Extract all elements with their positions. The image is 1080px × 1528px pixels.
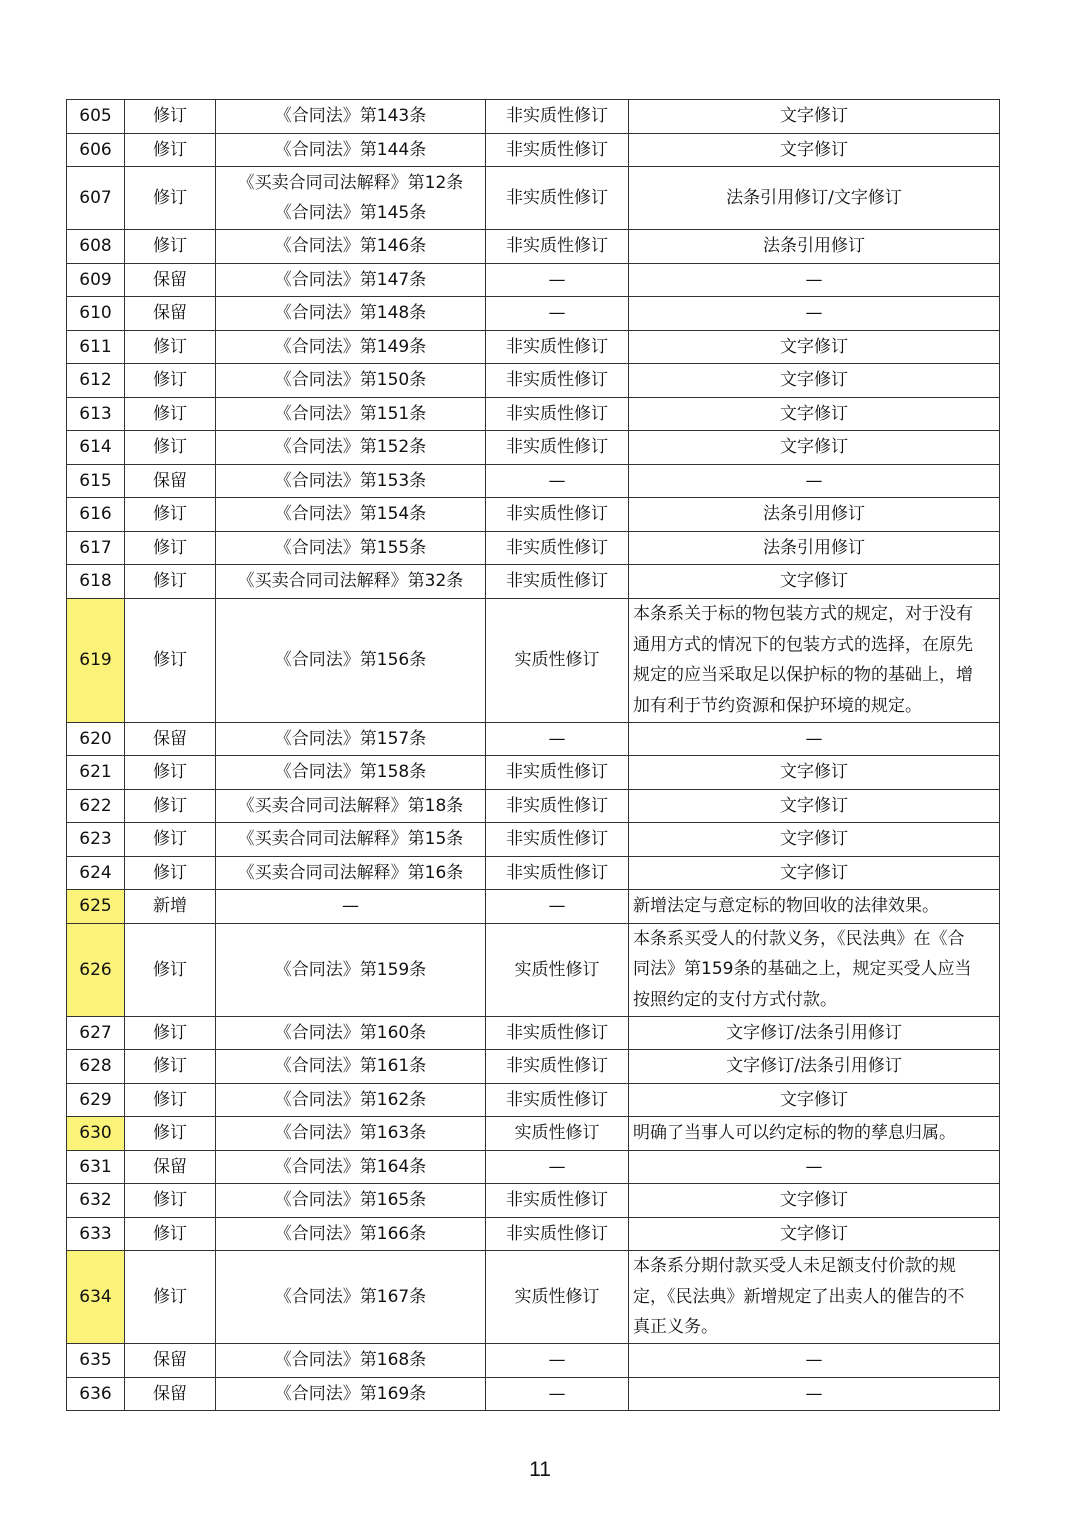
note-cell xyxy=(629,364,1000,398)
source-line: 《合同法》第146条 xyxy=(274,236,427,257)
source-cell xyxy=(216,1184,486,1218)
note-cell xyxy=(629,823,1000,857)
source-line: 《买卖合同司法解释》第18条 xyxy=(237,795,464,816)
note-line: 本条系关于标的物包装方式的规定，对于没有 xyxy=(633,604,973,624)
revision-type-cell: 非实质性修订 xyxy=(486,1184,629,1218)
source-cell xyxy=(216,722,486,756)
table-row xyxy=(67,722,1000,756)
article-number-cell: 623 xyxy=(67,823,125,857)
note-line: 同法》第159条的基础之上，规定买受人应当 xyxy=(633,959,972,980)
table-row xyxy=(67,1377,1000,1411)
article-number-cell: 628 xyxy=(67,1050,125,1084)
revision-type-cell: — xyxy=(486,1377,629,1411)
article-number-cell: 624 xyxy=(67,856,125,890)
source-cell xyxy=(216,330,486,364)
source-cell xyxy=(216,1016,486,1050)
action-cell: 保留 xyxy=(125,464,216,498)
note-cell xyxy=(629,856,1000,890)
action-cell: 修订 xyxy=(125,531,216,565)
note-line: 文字修订 xyxy=(780,829,848,850)
table-row xyxy=(67,297,1000,331)
revision-type-cell: 非实质性修订 xyxy=(486,1050,629,1084)
article-number-cell: 629 xyxy=(67,1083,125,1117)
note-line: 新增法定与意定标的物回收的法律效果。 xyxy=(633,896,939,916)
action-cell: 修订 xyxy=(125,923,216,1016)
source-cell xyxy=(216,565,486,599)
note-line: 本条系分期付款买受人未足额支付价款的规 xyxy=(633,1256,956,1277)
source-cell xyxy=(216,100,486,134)
article-number-cell: 606 xyxy=(67,133,125,167)
source-cell xyxy=(216,890,486,924)
action-cell: 修订 xyxy=(125,330,216,364)
revision-type-cell: — xyxy=(486,297,629,331)
source-line: 《合同法》第161条 xyxy=(274,1056,427,1077)
revision-type-cell: 非实质性修订 xyxy=(486,431,629,465)
note-line: 法条引用修订 xyxy=(763,236,865,257)
source-cell xyxy=(216,263,486,297)
revision-type-cell: 实质性修订 xyxy=(486,1251,629,1344)
note-cell xyxy=(629,1217,1000,1251)
article-number-cell: 618 xyxy=(67,565,125,599)
note-cell xyxy=(629,431,1000,465)
source-line: 《合同法》第150条 xyxy=(274,370,427,391)
source-cell xyxy=(216,856,486,890)
source-line: 《合同法》第169条 xyxy=(274,1383,427,1404)
source-line: 《买卖合同司法解释》第32条 xyxy=(237,571,464,592)
table-row xyxy=(67,756,1000,790)
source-line: 《合同法》第152条 xyxy=(274,437,427,458)
revision-type-cell: 非实质性修订 xyxy=(486,167,629,230)
note-line: 文字修订 xyxy=(780,437,848,458)
article-number-cell: 617 xyxy=(67,531,125,565)
revision-type-cell: 非实质性修订 xyxy=(486,133,629,167)
revision-type-cell: — xyxy=(486,464,629,498)
article-number-cell: 605 xyxy=(67,100,125,134)
note-line: 文字修订 xyxy=(780,403,848,424)
note-line: — xyxy=(805,728,823,749)
article-number-cell: 614 xyxy=(67,431,125,465)
action-cell: 修订 xyxy=(125,1217,216,1251)
article-number-cell: 607 xyxy=(67,167,125,230)
action-cell: 修订 xyxy=(125,364,216,398)
revision-type-cell: 非实质性修订 xyxy=(486,789,629,823)
table-row xyxy=(67,167,1000,230)
note-cell xyxy=(629,167,1000,230)
article-number-cell: 611 xyxy=(67,330,125,364)
note-cell xyxy=(629,531,1000,565)
action-cell: 保留 xyxy=(125,722,216,756)
article-number-cell: 615 xyxy=(67,464,125,498)
article-number-cell: 625 xyxy=(67,890,125,924)
source-line: — xyxy=(342,896,359,917)
page-number: 11 xyxy=(529,1458,551,1481)
note-cell xyxy=(629,756,1000,790)
note-line: — xyxy=(805,470,823,491)
source-line: 《合同法》第143条 xyxy=(274,106,427,127)
note-cell xyxy=(629,1050,1000,1084)
source-line: 《合同法》第149条 xyxy=(274,336,427,357)
revision-type-cell: 非实质性修订 xyxy=(486,397,629,431)
source-cell xyxy=(216,464,486,498)
revision-type-cell: 非实质性修订 xyxy=(486,1083,629,1117)
source-line: 《合同法》第154条 xyxy=(274,504,427,525)
note-line: 文字修订 xyxy=(780,795,848,816)
action-cell: 修订 xyxy=(125,1251,216,1344)
note-cell xyxy=(629,1251,1000,1344)
article-number-cell: 613 xyxy=(67,397,125,431)
source-cell xyxy=(216,1344,486,1378)
table-row xyxy=(67,1217,1000,1251)
revision-type-cell: 非实质性修订 xyxy=(486,823,629,857)
source-line: 《合同法》第147条 xyxy=(274,269,427,290)
action-cell: 保留 xyxy=(125,263,216,297)
action-cell: 保留 xyxy=(125,1377,216,1411)
revision-type-cell: — xyxy=(486,263,629,297)
source-line: 《合同法》第159条 xyxy=(274,959,427,980)
note-cell xyxy=(629,1150,1000,1184)
source-line: 《合同法》第157条 xyxy=(274,728,427,749)
article-number-cell: 627 xyxy=(67,1016,125,1050)
source-cell xyxy=(216,1150,486,1184)
revision-type-cell: 非实质性修订 xyxy=(486,756,629,790)
action-cell: 修订 xyxy=(125,167,216,230)
note-line: 定，《民法典》新增规定了出卖人的催告的不 xyxy=(633,1286,965,1307)
note-line: 加有利于节约资源和保护环境的规定。 xyxy=(633,695,922,716)
note-line: — xyxy=(805,303,823,324)
note-line: 文字修订 xyxy=(780,571,848,592)
note-cell xyxy=(629,133,1000,167)
table-row xyxy=(67,923,1000,1016)
note-cell xyxy=(629,498,1000,532)
table-row xyxy=(67,498,1000,532)
action-cell: 修订 xyxy=(125,100,216,134)
table-row xyxy=(67,789,1000,823)
table-row xyxy=(67,531,1000,565)
source-line: 《合同法》第151条 xyxy=(274,403,427,424)
source-cell xyxy=(216,1251,486,1344)
table-row xyxy=(67,431,1000,465)
source-cell xyxy=(216,1377,486,1411)
table-row xyxy=(67,823,1000,857)
table-row xyxy=(67,464,1000,498)
action-cell: 修订 xyxy=(125,133,216,167)
article-number-cell: 608 xyxy=(67,230,125,264)
revision-table xyxy=(66,99,1000,1411)
table-row xyxy=(67,100,1000,134)
action-cell: 修订 xyxy=(125,1016,216,1050)
revision-table-body xyxy=(67,100,1000,1411)
revision-type-cell: — xyxy=(486,722,629,756)
source-cell xyxy=(216,230,486,264)
note-cell xyxy=(629,598,1000,722)
source-cell xyxy=(216,923,486,1016)
action-cell: 修订 xyxy=(125,431,216,465)
table-row xyxy=(67,364,1000,398)
action-cell: 修订 xyxy=(125,756,216,790)
note-line: 文字修订 xyxy=(780,1223,848,1244)
article-number-cell: 632 xyxy=(67,1184,125,1218)
note-cell xyxy=(629,1344,1000,1378)
article-number-cell: 609 xyxy=(67,263,125,297)
source-line: 《合同法》第156条 xyxy=(274,650,427,670)
source-line: 《合同法》第144条 xyxy=(274,139,427,160)
source-line: 《合同法》第164条 xyxy=(274,1156,427,1177)
revision-type-cell: 实质性修订 xyxy=(486,1117,629,1151)
note-line: 法条引用修订/文字修订 xyxy=(726,188,902,208)
table-row xyxy=(67,1344,1000,1378)
revision-type-cell: — xyxy=(486,1150,629,1184)
note-cell xyxy=(629,923,1000,1016)
action-cell: 保留 xyxy=(125,1344,216,1378)
source-cell xyxy=(216,1083,486,1117)
table-row xyxy=(67,1117,1000,1151)
source-cell xyxy=(216,1117,486,1151)
note-cell xyxy=(629,1184,1000,1218)
note-line: 明确了当事人可以约定标的物的孳息归属。 xyxy=(633,1123,956,1143)
table-row xyxy=(67,230,1000,264)
note-line: — xyxy=(805,1156,823,1177)
source-cell xyxy=(216,823,486,857)
note-cell xyxy=(629,100,1000,134)
table-row xyxy=(67,263,1000,297)
source-line: 《合同法》第167条 xyxy=(274,1287,427,1307)
revision-type-cell: 实质性修订 xyxy=(486,923,629,1016)
note-line: 文字修订 xyxy=(780,106,848,127)
note-line: 文字修订/法条引用修订 xyxy=(726,1056,902,1077)
action-cell: 新增 xyxy=(125,890,216,924)
note-line: 法条引用修订 xyxy=(763,537,865,558)
revision-type-cell: 非实质性修订 xyxy=(486,565,629,599)
source-cell xyxy=(216,133,486,167)
note-cell xyxy=(629,565,1000,599)
action-cell: 保留 xyxy=(125,1150,216,1184)
source-line: 《买卖合同司法解释》第16条 xyxy=(237,862,464,883)
action-cell: 修订 xyxy=(125,1184,216,1218)
note-cell xyxy=(629,263,1000,297)
article-number-cell: 612 xyxy=(67,364,125,398)
note-line: 文字修订 xyxy=(780,762,848,783)
note-line: 法条引用修订 xyxy=(763,504,865,525)
article-number-cell: 630 xyxy=(67,1117,125,1151)
action-cell: 修订 xyxy=(125,789,216,823)
source-line: 《合同法》第148条 xyxy=(274,303,427,324)
source-line: 《合同法》第166条 xyxy=(274,1223,427,1244)
source-cell xyxy=(216,1050,486,1084)
source-line: 《合同法》第158条 xyxy=(274,762,427,783)
note-cell xyxy=(629,1117,1000,1151)
action-cell: 修订 xyxy=(125,1050,216,1084)
source-cell xyxy=(216,431,486,465)
action-cell: 修订 xyxy=(125,823,216,857)
table-row xyxy=(67,856,1000,890)
action-cell: 修订 xyxy=(125,397,216,431)
source-line: 《合同法》第165条 xyxy=(274,1190,427,1211)
source-cell xyxy=(216,756,486,790)
table-row xyxy=(67,1251,1000,1344)
note-cell xyxy=(629,230,1000,264)
note-line: — xyxy=(805,1383,823,1404)
source-line: 《合同法》第168条 xyxy=(274,1350,427,1371)
source-line: 《合同法》第162条 xyxy=(274,1089,427,1110)
note-cell xyxy=(629,1083,1000,1117)
revision-type-cell: 非实质性修订 xyxy=(486,330,629,364)
action-cell: 修订 xyxy=(125,498,216,532)
action-cell: 保留 xyxy=(125,297,216,331)
note-line: 按照约定的支付方式付款。 xyxy=(633,989,837,1010)
action-cell: 修订 xyxy=(125,856,216,890)
table-row xyxy=(67,397,1000,431)
revision-type-cell: 实质性修订 xyxy=(486,598,629,722)
revision-type-cell: 非实质性修订 xyxy=(486,498,629,532)
table-row xyxy=(67,890,1000,924)
table-row xyxy=(67,330,1000,364)
revision-type-cell: 非实质性修订 xyxy=(486,1016,629,1050)
note-line: 文字修订 xyxy=(780,1190,848,1211)
source-line: 《合同法》第153条 xyxy=(274,470,427,491)
revision-type-cell: — xyxy=(486,1344,629,1378)
action-cell: 修订 xyxy=(125,1117,216,1151)
table-row xyxy=(67,1050,1000,1084)
revision-type-cell: 非实质性修订 xyxy=(486,856,629,890)
table-row xyxy=(67,565,1000,599)
note-cell xyxy=(629,722,1000,756)
article-number-cell: 610 xyxy=(67,297,125,331)
note-line: 文字修订 xyxy=(780,1089,848,1110)
note-line: — xyxy=(805,269,823,290)
note-line: 文字修订 xyxy=(780,862,848,883)
article-number-cell: 633 xyxy=(67,1217,125,1251)
source-line: 《买卖合同司法解释》第15条 xyxy=(237,829,464,850)
source-cell xyxy=(216,531,486,565)
revision-type-cell: 非实质性修订 xyxy=(486,531,629,565)
revision-type-cell: 非实质性修订 xyxy=(486,364,629,398)
note-cell xyxy=(629,890,1000,924)
article-number-cell: 620 xyxy=(67,722,125,756)
note-cell xyxy=(629,464,1000,498)
note-line: 文字修订/法条引用修订 xyxy=(726,1022,902,1043)
note-cell xyxy=(629,297,1000,331)
table-row xyxy=(67,133,1000,167)
source-cell xyxy=(216,297,486,331)
source-cell xyxy=(216,364,486,398)
source-cell xyxy=(216,789,486,823)
article-number-cell: 631 xyxy=(67,1150,125,1184)
table-row xyxy=(67,1184,1000,1218)
action-cell: 修订 xyxy=(125,230,216,264)
note-cell xyxy=(629,330,1000,364)
source-cell xyxy=(216,167,486,230)
source-line: 《合同法》第155条 xyxy=(274,537,427,558)
table-row xyxy=(67,1016,1000,1050)
note-line: 本条系买受人的付款义务，《民法典》在《合 xyxy=(633,928,965,949)
action-cell: 修订 xyxy=(125,565,216,599)
revision-type-cell: 非实质性修订 xyxy=(486,230,629,264)
note-line: 文字修订 xyxy=(780,370,848,391)
note-cell xyxy=(629,1016,1000,1050)
source-line: 《买卖合同司法解释》第12条 xyxy=(237,173,464,193)
article-number-cell: 634 xyxy=(67,1251,125,1344)
article-number-cell: 622 xyxy=(67,789,125,823)
action-cell: 修订 xyxy=(125,1083,216,1117)
revision-type-cell: 非实质性修订 xyxy=(486,1217,629,1251)
note-line: 规定的应当采取足以保护标的物的基础上，增 xyxy=(633,665,973,685)
revision-type-cell: — xyxy=(486,890,629,924)
source-line: 《合同法》第145条 xyxy=(274,203,427,223)
table-row xyxy=(67,598,1000,722)
article-number-cell: 636 xyxy=(67,1377,125,1411)
source-cell xyxy=(216,498,486,532)
note-line: 真正义务。 xyxy=(633,1317,718,1338)
note-cell xyxy=(629,397,1000,431)
article-number-cell: 635 xyxy=(67,1344,125,1378)
revision-type-cell: 非实质性修订 xyxy=(486,100,629,134)
source-line: 《合同法》第160条 xyxy=(274,1022,427,1043)
action-cell: 修订 xyxy=(125,598,216,722)
note-line: 文字修订 xyxy=(780,139,848,160)
source-line: 《合同法》第163条 xyxy=(274,1123,427,1144)
note-line: 通用方式的情况下的包装方式的选择，在原先 xyxy=(633,634,973,655)
source-cell xyxy=(216,1217,486,1251)
note-cell xyxy=(629,1377,1000,1411)
table-row xyxy=(67,1150,1000,1184)
article-number-cell: 626 xyxy=(67,923,125,1016)
article-number-cell: 619 xyxy=(67,598,125,722)
note-cell xyxy=(629,789,1000,823)
note-line: 文字修订 xyxy=(780,336,848,357)
source-cell xyxy=(216,598,486,722)
article-number-cell: 616 xyxy=(67,498,125,532)
article-number-cell: 621 xyxy=(67,756,125,790)
source-cell xyxy=(216,397,486,431)
table-row xyxy=(67,1083,1000,1117)
note-line: — xyxy=(805,1350,823,1371)
